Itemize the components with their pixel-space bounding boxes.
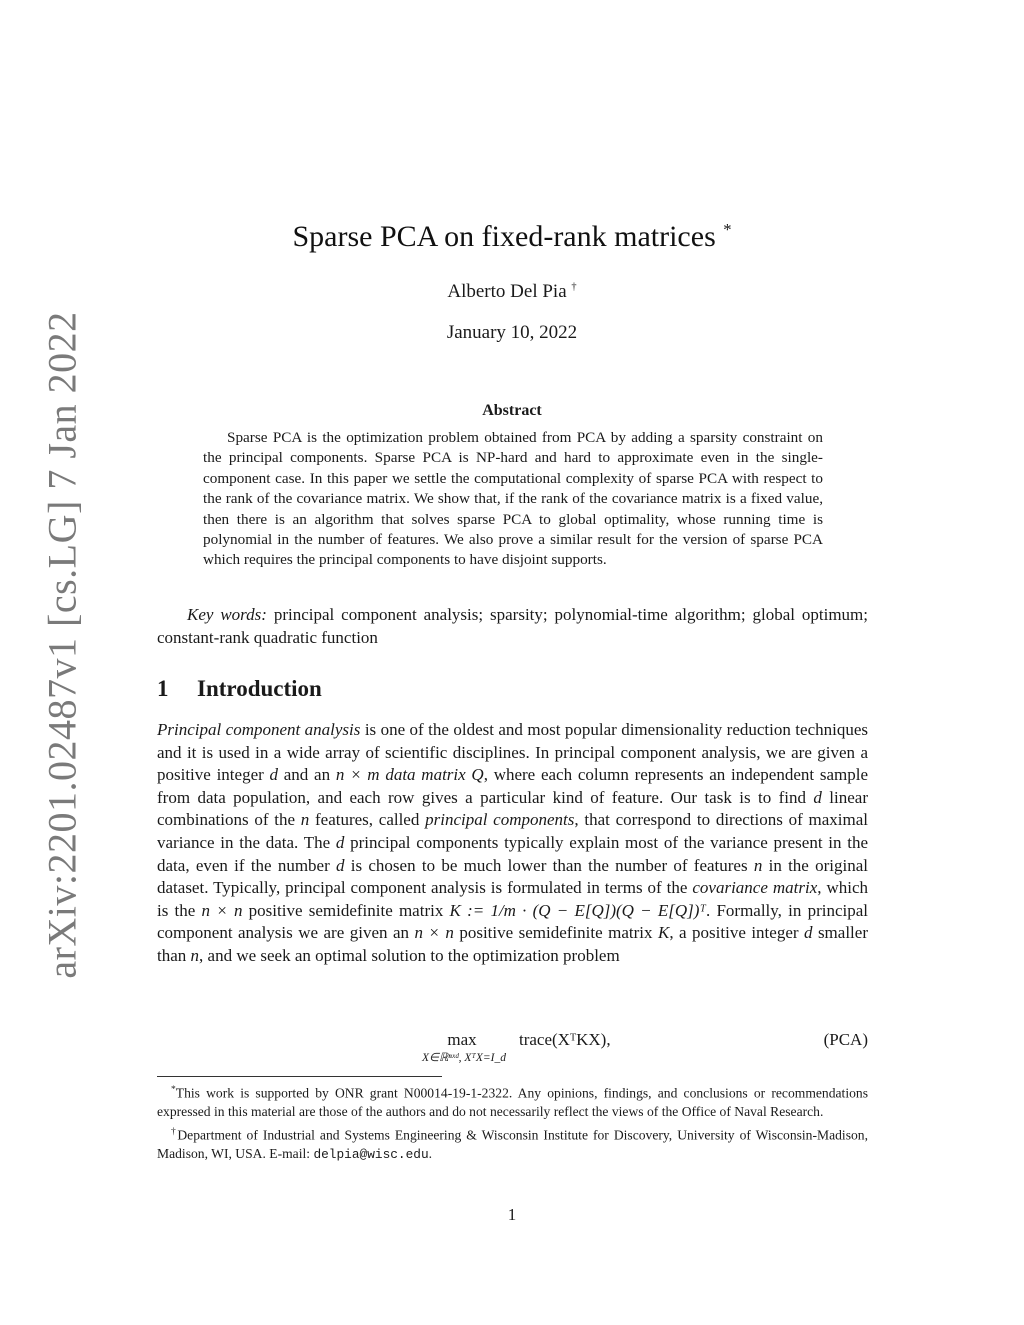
- keywords-text: principal component analysis; sparsity; polynomial-time algorithm; global optimum; constant-rank quadratic function: [157, 605, 868, 647]
- intro-span: , where each column represents an independent sample from data population, and each row gives a particular kind of feature. Our task is to find: [157, 765, 869, 807]
- intro-span: n × n: [414, 923, 454, 943]
- intro-span: n: [190, 945, 200, 965]
- intro-span: . Formally, in principal component analysis we are given an: [157, 900, 868, 943]
- intro-span: n: [300, 810, 310, 830]
- intro-span: principal components typically explain most of the variance present in the data, even if the number: [157, 832, 868, 875]
- intro-span: d: [336, 855, 345, 875]
- intro-span: and an: [278, 765, 336, 785]
- intro-span: K := 1/m · (Q − E[Q])(Q − E[Q])ᵀ: [449, 900, 706, 920]
- section-heading: [157, 676, 322, 702]
- footnote-end: .: [428, 1146, 433, 1162]
- author-email-link[interactable]: delpia@wisc.edu: [313, 1147, 429, 1163]
- equation-operator: max: [447, 1030, 477, 1049]
- footnote-funding: [157, 1081, 868, 1122]
- footnote-text: Department of Industrial and Systems Engineering & Wisconsin Institute for Discovery, University of Wisconsin-Madison, Madison, WI, USA. E-mail:: [157, 1127, 868, 1162]
- paper-title: [0, 220, 1024, 254]
- footnote-mark: †: [171, 1127, 178, 1138]
- page-number: 1: [507, 1205, 517, 1224]
- abstract-text: Sparse PCA is the optimization problem obtained from PCA by adding a sparsity constraint on the principal components. Sparse PCA is NP-hard and hard to approximate even in the single-component case. In this paper we settle the computational complexity of sparse PCA with respect to the rank of the covariance matrix. We show that, if the rank of the covariance matrix is a fixed value, then there is an algorithm that solves sparse PCA to global optimality, whose running time is polynomial in the number of features. We also prove a similar result for the version of sparse PCA which requires the principal components to have disjoint supports.: [203, 429, 823, 569]
- intro-span: , which is the: [157, 878, 869, 920]
- intro-span: n × m data matrix Q: [335, 765, 484, 785]
- intro-span: d: [269, 765, 279, 785]
- footnote-affiliation: [157, 1123, 868, 1165]
- equation-body: trace(XᵀKX),: [519, 1030, 611, 1049]
- author-line: [0, 281, 1024, 303]
- keywords-paragraph: [157, 603, 868, 649]
- intro-span: d: [335, 832, 345, 852]
- author-footnote-mark: †: [571, 281, 577, 293]
- intro-span: is chosen to be much lower than the number of features: [344, 855, 754, 875]
- intro-span: smaller than: [157, 923, 868, 965]
- intro-span: , that correspond to directions of maximal variance in the data. The: [157, 810, 868, 852]
- intro-span: Principal component analysis: [157, 720, 361, 739]
- intro-span: covariance matrix: [692, 878, 818, 898]
- intro-span: is one of the oldest and most popular dimensionality reduction techniques and it is used in a wide array of scientific disciplines. In principal component analysis, we are given a positive integer: [157, 720, 868, 785]
- introduction-paragraph: [157, 719, 868, 968]
- intro-span: d: [813, 787, 822, 807]
- author-name: Alberto Del Pia: [447, 281, 567, 302]
- intro-span: d: [803, 923, 813, 943]
- intro-span: K: [657, 923, 670, 943]
- footnotes: [157, 1081, 868, 1166]
- intro-span: positive semidefinite matrix: [453, 923, 658, 943]
- footnote-mark: *: [171, 1085, 176, 1095]
- equation-tag: (PCA): [823, 1030, 868, 1049]
- intro-span: positive semidefinite matrix: [242, 900, 450, 920]
- intro-span: n: [753, 855, 763, 875]
- title-footnote-mark: *: [723, 220, 732, 239]
- section-number: 1: [157, 676, 169, 701]
- footnote-text: This work is supported by ONR grant N00014-19-1-2322. Any opinions, findings, and conclusions or recommendations expressed in this material are those of the authors and do not necessarily reflect the views of the Office of Naval Research.: [157, 1085, 868, 1120]
- abstract-heading: Abstract: [482, 402, 542, 419]
- intro-span: in the original dataset. Typically, principal component analysis is formulated in terms of the: [157, 855, 868, 898]
- intro-span: features, called: [309, 810, 426, 830]
- title-text: Sparse PCA on fixed-rank matrices: [292, 220, 716, 253]
- equation-subscript: X∈ℝⁿˣᵈ, XᵀX=I_d: [422, 1052, 506, 1064]
- intro-span: linear combinations of the: [157, 787, 868, 830]
- footnote-divider: [157, 1076, 442, 1077]
- arxiv-identifier-stamp: arXiv:2201.02487v1 [cs.LG] 7 Jan 2022: [39, 311, 85, 979]
- pca-equation: [157, 1030, 868, 1070]
- intro-span: principal components: [425, 810, 575, 830]
- keywords-label: Key words:: [187, 605, 267, 624]
- section-title: Introduction: [197, 676, 322, 701]
- publication-date: January 10, 2022: [446, 322, 578, 343]
- intro-span: , and we seek an optimal solution to the optimization problem: [199, 945, 620, 965]
- intro-span: , a positive integer: [669, 923, 804, 943]
- intro-span: n × n: [201, 900, 243, 920]
